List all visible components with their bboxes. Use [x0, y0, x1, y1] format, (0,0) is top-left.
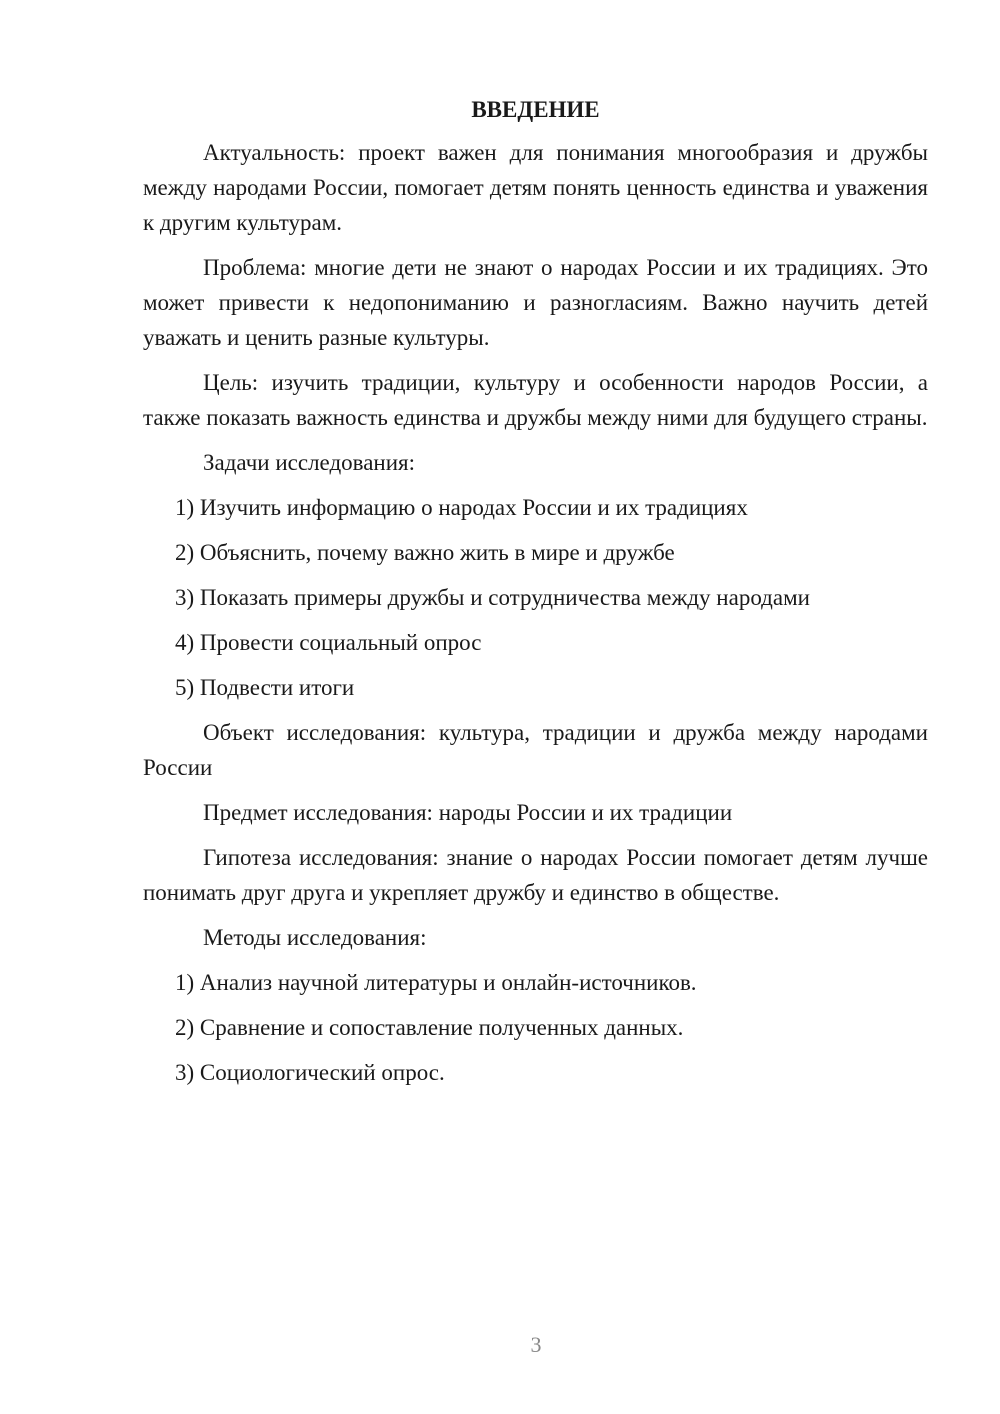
object-paragraph: Объект исследования: культура, традиции и дружба между народами России [143, 720, 928, 780]
page-heading: ВВЕДЕНИЕ [471, 97, 600, 122]
task-item: 5) Подвести итоги [175, 675, 355, 700]
relevance-paragraph: Актуальность: проект важен для понимания многообразия и дружбы между народами России, помогает детям понять ценность единства и уважения к другим культурам. [143, 140, 928, 235]
method-item: 3) Социологический опрос. [175, 1060, 445, 1085]
page-content [143, 92, 928, 1100]
method-item: 2) Сравнение и сопоставление полученных данных. [175, 1015, 684, 1040]
tasks-title: Задачи исследования: [203, 450, 416, 475]
task-item: 4) Провести социальный опрос [175, 630, 482, 655]
task-item: 1) Изучить информацию о народах России и их традициях [175, 495, 748, 520]
methods-title: Методы исследования: [203, 925, 427, 950]
problem-paragraph: Проблема: многие дети не знают о народах России и их традициях. Это может привести к недопониманию и разногласиям. Важно научить детей уважать и ценить разные культуры. [143, 255, 928, 350]
hypothesis-paragraph: Гипотеза исследования: знание о народах России помогает детям лучше понимать друг друга и укрепляет дружбу и единство в обществе. [143, 845, 928, 905]
method-item: 1) Анализ научной литературы и онлайн-источников. [175, 970, 697, 995]
goal-paragraph: Цель: изучить традиции, культуру и особенности народов России, а также показать важность единства и дружбы между ними для будущего страны. [143, 370, 928, 430]
task-item: 3) Показать примеры дружбы и сотрудничества между народами [175, 585, 810, 610]
task-item: 2) Объяснить, почему важно жить в мире и дружбе [175, 540, 675, 565]
subject-paragraph: Предмет исследования: народы России и их традиции [203, 800, 733, 825]
page-number: 3 [530, 1332, 542, 1357]
